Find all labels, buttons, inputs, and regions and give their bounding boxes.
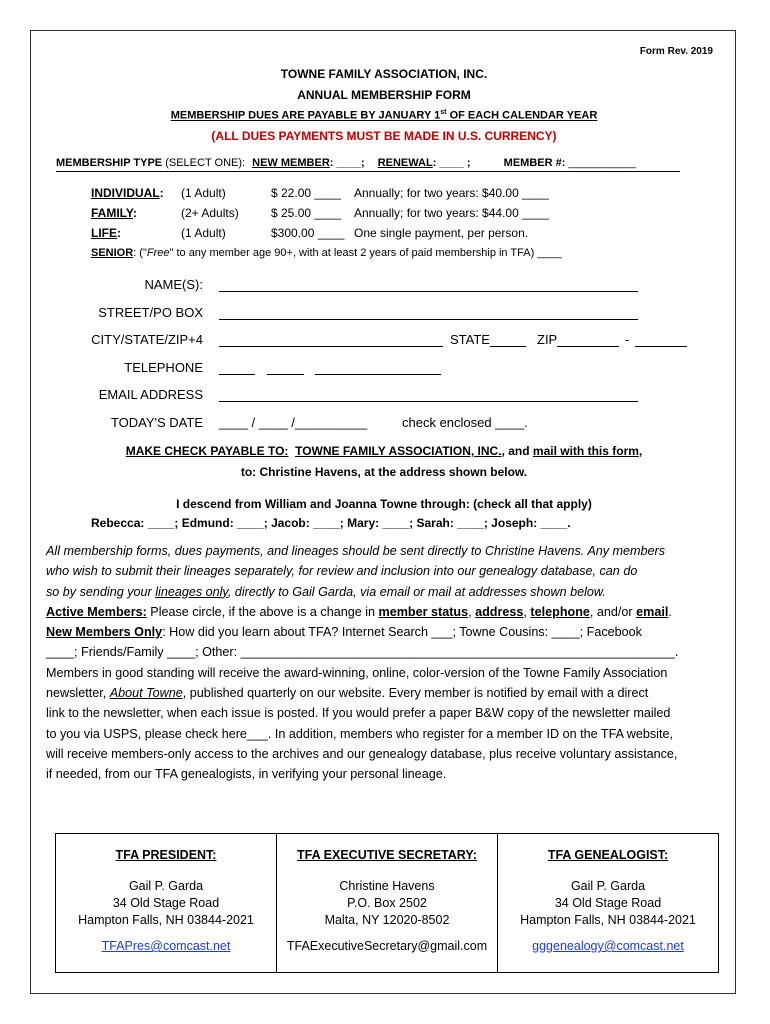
active-members-line: Active Members: Please circle, if the above is a change in member status, address, telephone, and/or email. [46,604,672,619]
names-field[interactable] [219,291,638,292]
state-field[interactable] [490,346,526,347]
rate-family-who: (2+ Adults) [181,206,239,220]
zip-dash: - [625,332,630,347]
dues-deadline: MEMBERSHIP DUES ARE PAYABLE BY JANUARY 1st OF EACH CALENDAR YEAR [170,109,598,122]
rate-individual-who: (1 Adult) [181,186,226,200]
rate-life-note: One single payment, per person. [354,226,529,240]
street-field[interactable] [219,319,638,320]
member-number-field[interactable]: ___________ [565,157,636,169]
rate-individual[interactable]: INDIVIDUAL: [91,186,164,200]
payable-to-line: to: Christine Havens, at the address shown below. [240,465,528,479]
rate-life-price[interactable]: $300.00 ____ [271,226,345,240]
form-page [30,30,736,994]
names-label: NAME(S): [144,277,203,292]
telephone-label: TELEPHONE [124,360,203,375]
org-title: TOWNE FAMILY ASSOCIATION, INC. [280,67,488,81]
rate-family-price[interactable]: $ 25.00 ____ [271,206,342,220]
new-members-line: New Members Only: How did you learn about TFA? Internet Search ___; Towne Cousins: ____; Facebook [46,625,642,640]
contact-genealogist: TFA GENEALOGIST: Gail P. Garda 34 Old Stage Road Hampton Falls, NH 03844-2021 gggenealogy@comcast.net [497,834,718,972]
rate-individual-price[interactable]: $ 22.00 ____ [271,186,342,200]
secretary-email[interactable]: TFAExecutiveSecretary@gmail.com [286,939,488,953]
rate-senior[interactable]: SENIOR: ("Free" to any member age 90+, with at least 2 years of paid membership in TFA) ____ [91,247,562,259]
date-label: TODAY'S DATE [110,415,203,430]
descent-heading: I descend from William and Joanna Towne through: (check all that apply) [176,497,592,511]
state-label: STATE [450,332,490,347]
phone-number-field[interactable] [315,374,441,375]
rate-life-who: (1 Adult) [181,226,226,240]
form-revision: Form Rev. 2019 [639,46,713,57]
phone-prefix-field[interactable] [267,374,304,375]
membership-type-line: MEMBERSHIP TYPE (SELECT ONE): NEW MEMBER: ____; RENEWAL: ____ ; MEMBER #: ___________ [56,157,680,172]
descent-options[interactable]: Rebecca: ____; Edmund: ____; Jacob: ____; Mary: ____; Sarah: ____; Joseph: ____. [91,516,571,530]
zip4-field[interactable] [635,346,687,347]
payable-line: MAKE CHECK PAYABLE TO: TOWNE FAMILY ASSOCIATION, INC., and mail with this form, [125,444,643,458]
rate-life[interactable]: LIFE: [91,226,121,240]
genealogist-email-link[interactable]: gggenealogy@comcast.net [532,939,684,953]
renewal-option[interactable]: RENEWAL [377,157,433,169]
president-email-link[interactable]: TFAPres@comcast.net [101,939,231,953]
rate-family[interactable]: FAMILY: [91,206,138,220]
check-enclosed[interactable]: check enclosed ____. [402,415,528,430]
zip-label: ZIP [537,332,558,347]
email-label: EMAIL ADDRESS [98,387,203,402]
date-field[interactable]: ____ / ____ /__________ [219,415,368,430]
email-field[interactable] [219,401,638,402]
street-label: STREET/PO BOX [98,305,203,320]
city-field[interactable] [219,346,443,347]
new-member-option[interactable]: NEW MEMBER [252,157,330,169]
rate-individual-note: Annually; for two years: $40.00 ____ [354,186,549,200]
form-title: ANNUAL MEMBERSHIP FORM [297,88,471,102]
member-number-label: MEMBER #: [503,157,566,169]
body-text: All membership forms, dues payments, and lineages should be sent directly to Christine Havens. Any members who wish to submit their lineages separately, for review and inclusion into our genealogy database, can do so by sending your lineages only, directly to Gail Garda, via email or mail at addresses shown below. Active Members: Please circle, if the above is a change in member status, address, telephone, and/or email. New Members Only: How did you learn about TFA? Internet Search ___; Towne Cousins: ____; Facebook ____; Friends/Family ____; Other: ______________________________________________________________. Members in good standing will receive the award-winning, online, color-version of the Towne Family Association newsletter, About Towne, published quarterly on our website. Every member is notified by email with a direct link to the newsletter, when each issue is posted. If you would prefer a paper B&W copy of the newsletter mailed to you via USPS, please check here___. In addition, members who register for a member ID on the TFA website, will receive members-only access to the archives and our genealogy database, plus receive voluntary assistance, if needed, from our TFA genealogists, in verifying your personal lineage. [46,541,726,785]
contacts-table [55,833,719,973]
currency-note: (ALL DUES PAYMENTS MUST BE MADE IN U.S. CURRENCY) [211,129,557,143]
contact-executive-secretary: TFA EXECUTIVE SECRETARY: Christine Havens P.O. Box 2502 Malta, NY 12020-8502 TFAExecutiveSecretary@gmail.com [276,834,497,972]
rate-family-note: Annually; for two years: $44.00 ____ [354,206,549,220]
zip-field[interactable] [557,346,619,347]
phone-area-field[interactable] [219,374,255,375]
city-label: CITY/STATE/ZIP+4 [91,332,203,347]
contact-president: TFA PRESIDENT: Gail P. Garda 34 Old Stage Road Hampton Falls, NH 03844-2021 TFAPres@comcast.net [56,834,276,972]
